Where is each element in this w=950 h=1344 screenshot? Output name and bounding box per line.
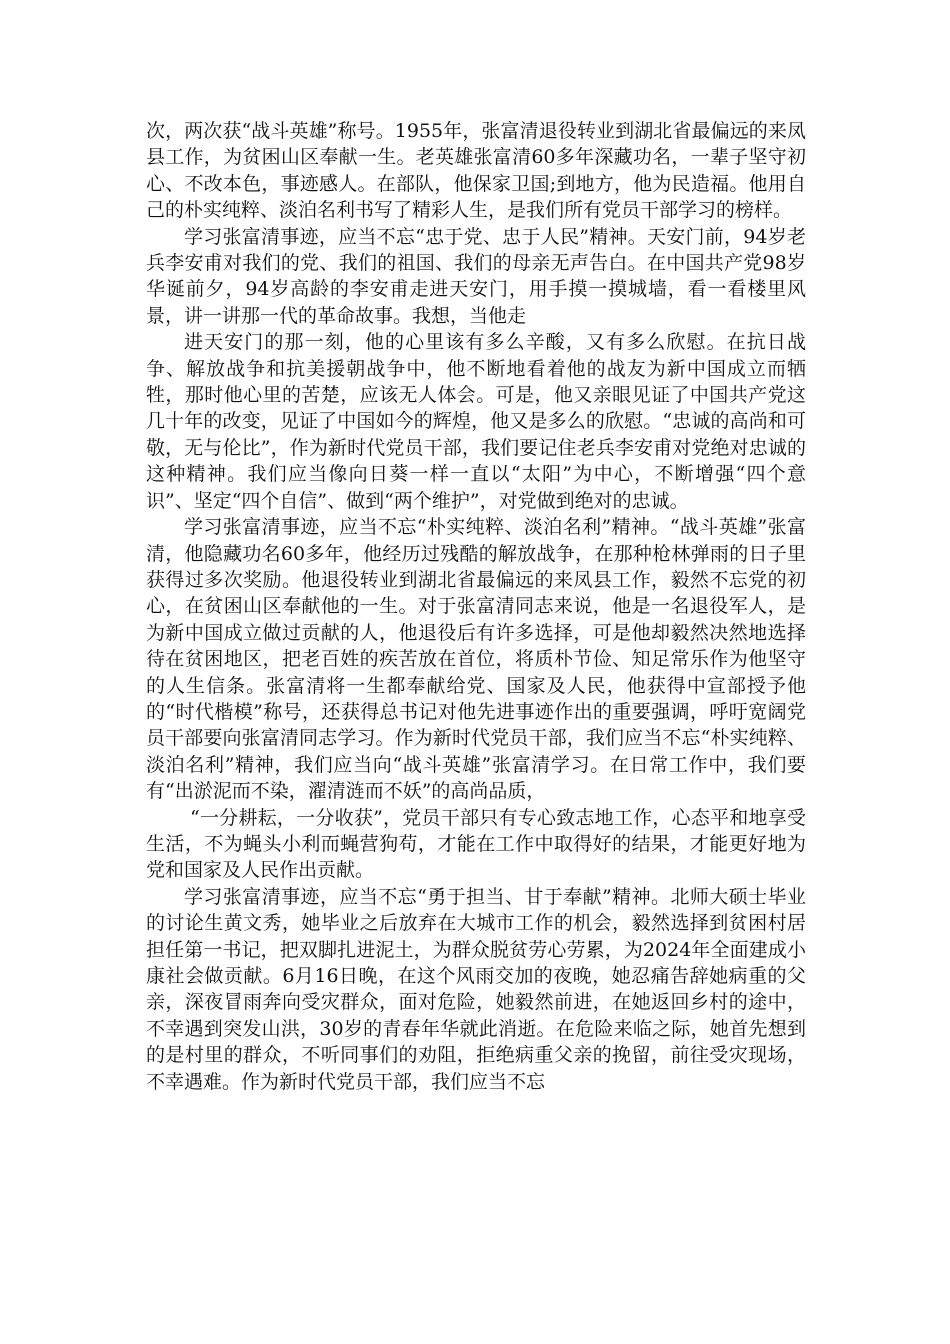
paragraph-5: “一分耕耘，一分收获”，党员干部只有专心致志地工作，心态平和地享受生活，不为蝇头小利而蝇营狗苟，才能在工作中取得好的结果，才能更好地为党和国家及人民作出贡献。 [146,806,806,882]
paragraph-1: 次，两次获“战斗英雄”称号。1955年，张富清退役转业到湖北省最偏远的来凤县工作，为贫困山区奉献一生。老英雄张富清60多年深藏功名，一辈子坚守初心、不改本色，事迹感人。在部队，他保家卫国;到地方，他为民造福。他用自己的朴实纯粹、淡泊名利书写了精彩人生，是我们所有党员干部学习的榜样。 [146,120,806,222]
paragraph-4: 学习张富清事迹，应当不忘“朴实纯粹、淡泊名利”精神。“战斗英雄”张富清，他隐藏功名60多年，他经历过残酷的解放战争，在那种枪林弹雨的日子里获得过多次奖励。他退役转业到湖北省最偏远的来凤县工作，毅然不忘党的初心，在贫困山区奉献他的一生。对于张富清同志来说，他是一名退役军人，是为新中国成立做过贡献的人，他退役后有许多选择，可是他却毅然决然地选择待在贫困地区，把老百姓的疾苦放在首位，将质朴节俭、知足常乐作为他坚守的人生信条。张富清将一生都奉献给党、国家及人民，他获得中宣部授予他的“时代楷模”称号，还获得总书记对他先进事迹作出的重要强调，呼吁宽阔党员干部要向张富清同志学习。作为新时代党员干部，我们应当不忘“朴实纯粹、淡泊名利”精神，我们应当向“战斗英雄”张富清学习。在日常工作中，我们要有“出淤泥而不染，濯清涟而不妖”的高尚品质， [146,516,806,803]
paragraph-6: 学习张富清事迹，应当不忘“勇于担当、甘于奉献”精神。北师大硕士毕业的讨论生黄文秀，她毕业之后放弃在大城市工作的机会，毅然选择到贫困村居担任第一书记，把双脚扎进泥土，为群众脱贫劳心劳累，为2024年全面建成小康社会做贡献。6月16日晚，在这个风雨交加的夜晚，她忍痛告辞她病重的父亲，深夜冒雨奔向受灾群众，面对危险，她毅然前进，在她返回乡村的途中，不幸遇到突发山洪，30岁的青春年华就此消逝。在危险来临之际，她首先想到的是村里的群众，不听同事们的劝阻，拒绝病重父亲的挽留，前往受灾现场，不幸遇难。作为新时代党员干部，我们应当不忘 [146,885,806,1093]
paragraph-2: 学习张富清事迹，应当不忘“忠于党、忠于人民”精神。天安门前，94岁老兵李安甫对我们的党、我们的祖国、我们的母亲无声告白。在中国共产党98岁华诞前夕，94岁高龄的李安甫走进天安门，用手摸一摸城墙，看一看楼里风景，讲一讲那一代的革命故事。我想，当他走 [146,225,806,327]
body-text [146,118,806,1095]
paragraph-3: 进天安门的那一刻，他的心里该有多么辛酸，又有多么欣慰。在抗日战争、解放战争和抗美援朝战争中，他不断地看着他的战友为新中国成立而牺牲，那时他心里的苦楚，应该无人体会。可是，他又亲眼见证了中国共产党这几十年的改变，见证了中国如今的辉煌，他又是多么的欣慰。“忠诚的高尚和可敬，无与伦比”，作为新时代党员干部，我们要记住老兵李安甫对党绝对忠诚的这种精神。我们应当像向日葵一样一直以“太阳”为中心，不断增强“四个意识”、坚定“四个自信”、做到“两个维护”，对党做到绝对的忠诚。 [146,331,806,512]
